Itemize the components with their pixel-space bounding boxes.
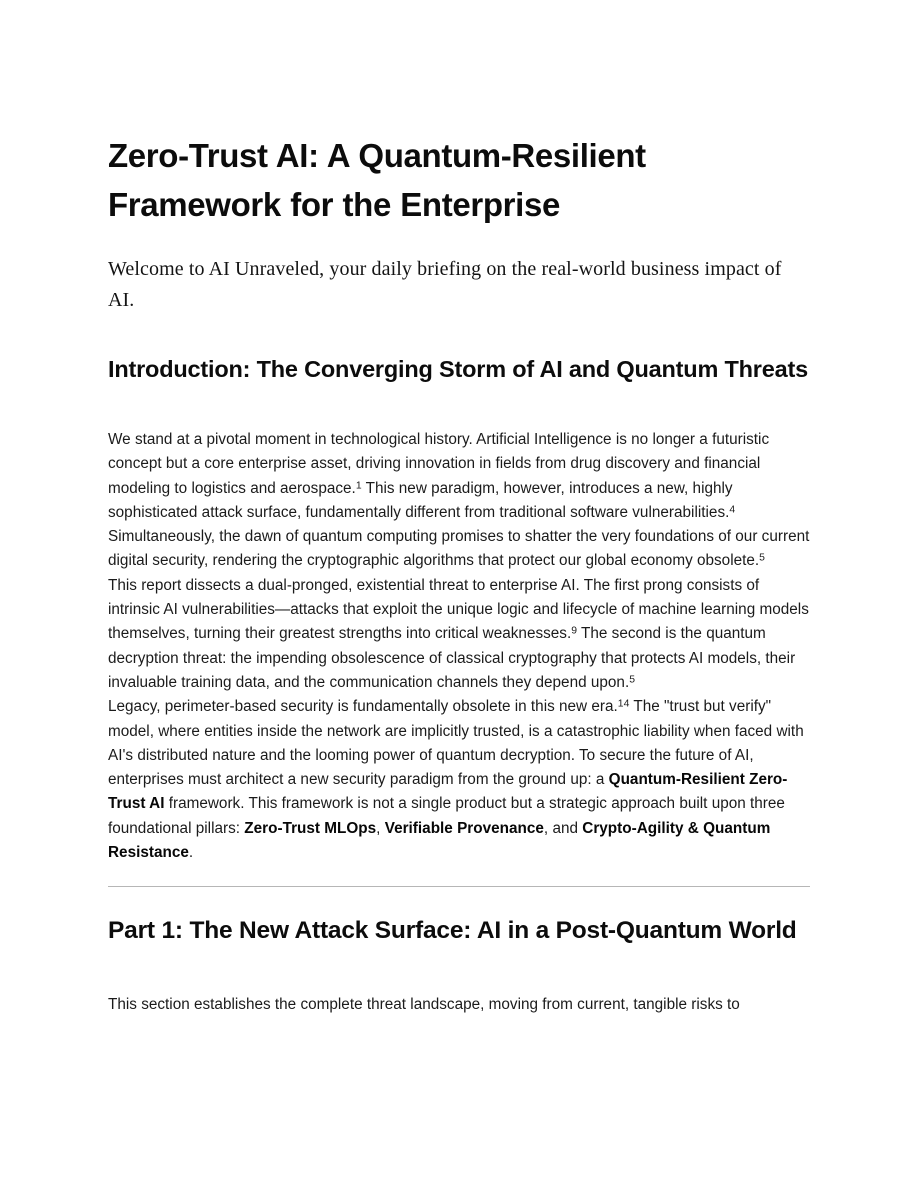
document-lede: Welcome to AI Unraveled, your daily briefing on the real-world business impact of AI. [108, 258, 782, 311]
section-heading-part-1: Part 1: The New Attack Surface: AI in a Post-Quantum World [108, 917, 797, 945]
footnote-marker: 14 [617, 698, 630, 710]
text-run: , [376, 819, 385, 837]
text-run: We stand at a pivotal moment in technological history. Artificial Intelligence is no longer a futuristic concept but a core enterprise asset, driving innovation in fields from drug discovery and financial modeling to logistics and aerospace. [108, 431, 770, 497]
footnote-marker: 5 [629, 674, 635, 686]
text-run: This section establishes the complete threat landscape, moving from current, tangible risks to [108, 996, 740, 1014]
footnote-marker: 9 [571, 626, 578, 638]
section-body-part-1 [108, 993, 810, 1017]
footnote-marker: 4 [729, 504, 736, 516]
emphasis-text: Crypto-Agility & Quantum Resistance [108, 819, 771, 862]
body-paragraph [108, 993, 810, 1017]
section-heading-introduction: Introduction: The Converging Storm of AI and Quantum Threats [108, 356, 808, 382]
text-run: , and [543, 819, 583, 837]
footnote-marker: 5 [759, 553, 765, 565]
section-body-introduction [108, 428, 810, 865]
body-paragraph [108, 695, 810, 865]
text-run: . [188, 844, 194, 862]
text-run: Legacy, perimeter-based security is fundamentally obsolete in this new era. [108, 698, 618, 716]
footnote-marker: 1 [355, 480, 362, 492]
text-run: This new paradigm, however, introduces a new, highly sophisticated attack surface, fundamentally different from traditional software vulnerabilities. [108, 479, 733, 521]
body-paragraph [108, 574, 810, 695]
document-content-column [108, 131, 810, 1018]
text-run: The second is the quantum decryption threat: the impending obsolescence of classical cryptography that protects AI models, their invaluable training data, and the communication channels they depend upon. [108, 625, 796, 691]
emphasis-text: Zero-Trust MLOps [244, 819, 377, 837]
text-run: Simultaneously, the dawn of quantum computing promises to shatter the very foundations of our current digital security, rendering the cryptographic algorithms that protect our global economy obsolete. [108, 528, 810, 570]
page-title: Zero-Trust AI: A Quantum-Resilient Framework for the Enterprise [108, 137, 646, 223]
text-run: The "trust but verify" model, where entities inside the network are implicitly trusted, is a catastrophic liability when faced with AI's distributed nature and the looming power of quantum decryption. To secure the future of AI, enterprises must architect a new security paradigm from the ground up: a [108, 698, 804, 789]
section-divider [108, 886, 810, 887]
text-run: This report dissects a dual-pronged, existential threat to enterprise AI. The first prong consists of intrinsic AI vulnerabilities—attacks that exploit the unique logic and lifecycle of machine learning models themselves, turning their greatest strengths into critical weaknesses. [108, 576, 809, 643]
emphasis-text: Verifiable Provenance [384, 819, 544, 837]
emphasis-text: Quantum-Resilient Zero-Trust AI [108, 771, 788, 813]
text-run: framework. This framework is not a single product but a strategic approach built upon three foundational pillars: [108, 795, 785, 837]
body-paragraph [108, 428, 810, 574]
